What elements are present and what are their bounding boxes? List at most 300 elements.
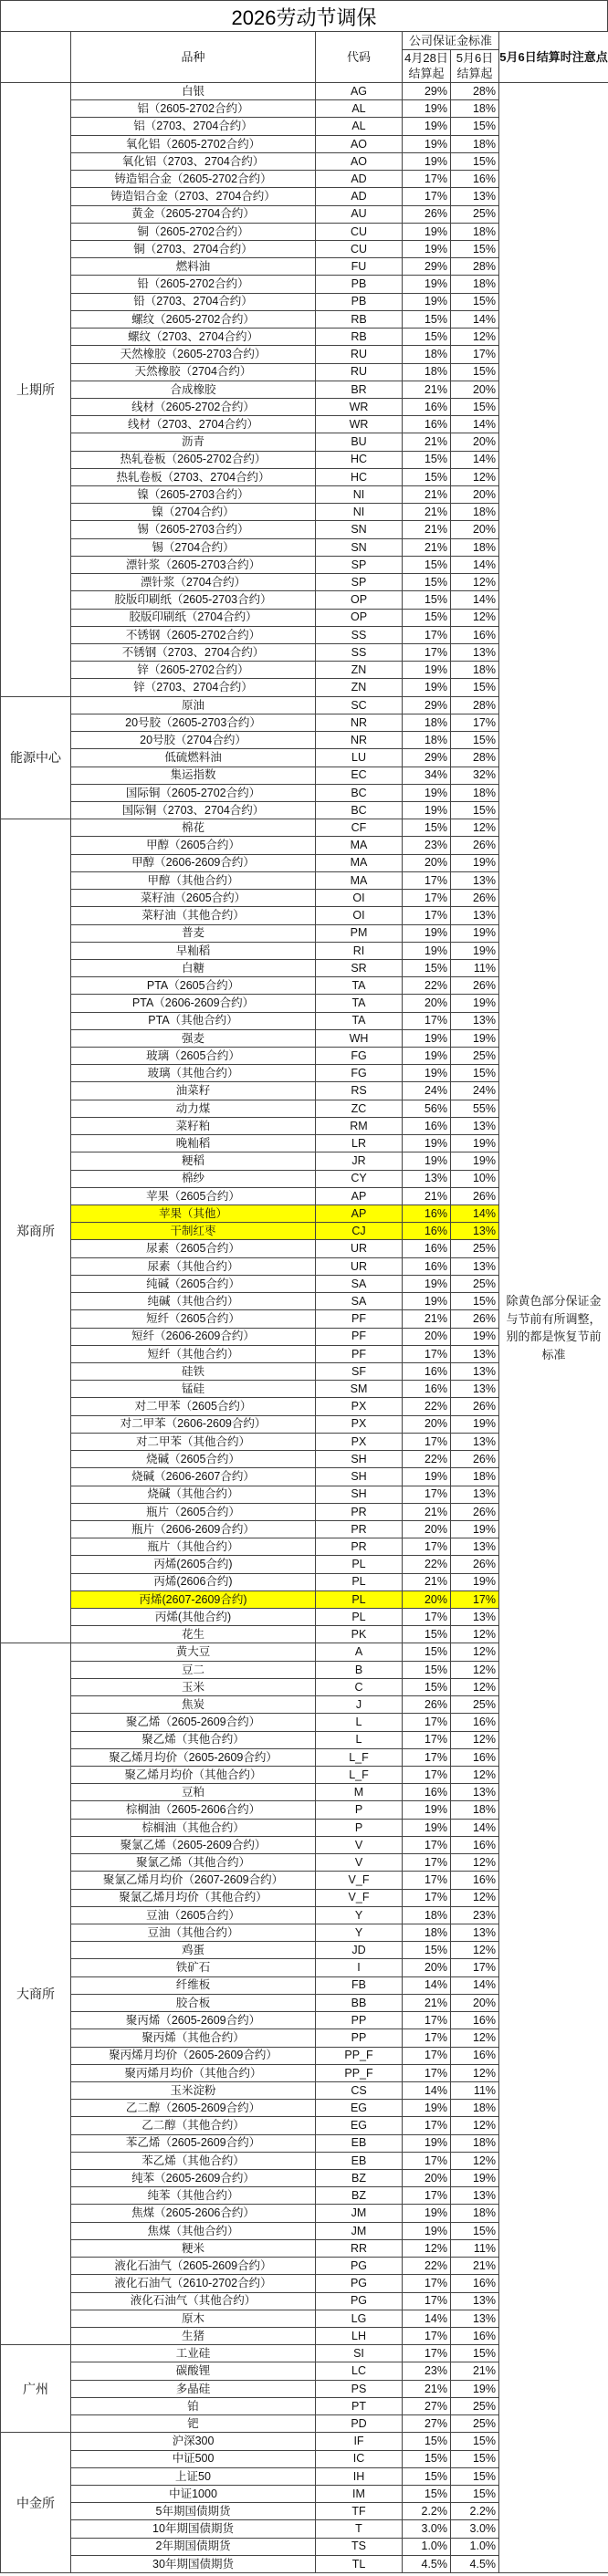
may6-margin-cell: 13% <box>451 1433 499 1450</box>
may6-margin-cell: 15% <box>451 1293 499 1310</box>
apr28-margin-cell: 15% <box>403 468 451 485</box>
code-cell: PG <box>316 2292 403 2310</box>
may6-margin-cell: 16% <box>451 2012 499 2029</box>
product-cell: 普麦 <box>71 924 316 942</box>
apr28-margin-cell: 21% <box>403 433 451 451</box>
apr28-margin-cell: 15% <box>403 959 451 976</box>
may6-margin-cell: 26% <box>451 1187 499 1205</box>
may6-margin-cell: 14% <box>451 451 499 468</box>
code-cell: SR <box>316 959 403 976</box>
code-cell: V_F <box>316 1889 403 1906</box>
may6-margin-cell: 15% <box>451 240 499 257</box>
apr28-margin-cell: 21% <box>403 1573 451 1590</box>
may6-margin-cell: 13% <box>451 2292 499 2310</box>
apr28-margin-cell: 16% <box>403 1240 451 1257</box>
may6-margin-cell: 25% <box>451 2415 499 2433</box>
apr28-margin-cell: 17% <box>403 1433 451 1450</box>
product-cell: PTA（2606-2609合约） <box>71 995 316 1012</box>
apr28-margin-cell: 21% <box>403 1310 451 1328</box>
may6-margin-cell: 20% <box>451 433 499 451</box>
apr28-margin-cell: 15% <box>403 591 451 609</box>
apr28-margin-cell: 19% <box>403 1819 451 1836</box>
may6-header: 5月6日结算起 <box>451 50 499 83</box>
code-cell: BC <box>316 801 403 819</box>
code-cell: HC <box>316 468 403 485</box>
may6-margin-cell: 13% <box>451 1345 499 1362</box>
may6-margin-cell: 14% <box>451 310 499 328</box>
apr28-margin-cell: 23% <box>403 837 451 854</box>
product-cell: 棕榈油（其他合约） <box>71 1819 316 1836</box>
may6-margin-cell: 15% <box>451 801 499 819</box>
apr28-margin-cell: 19% <box>403 1065 451 1082</box>
code-cell: V <box>316 1836 403 1853</box>
code-cell: BZ <box>316 2187 403 2205</box>
code-cell: LR <box>316 1135 403 1152</box>
may6-margin-cell: 16% <box>451 1748 499 1766</box>
apr28-margin-cell: 19% <box>403 135 451 152</box>
apr28-margin-cell: 17% <box>403 1748 451 1766</box>
product-cell: 钯 <box>71 2415 316 2433</box>
may6-margin-cell: 18% <box>451 1468 499 1486</box>
may6-margin-cell: 18% <box>451 662 499 679</box>
apr28-margin-cell: 16% <box>403 1223 451 1240</box>
may6-margin-cell: 18% <box>451 2100 499 2117</box>
product-cell: 铂 <box>71 2397 316 2414</box>
may6-margin-cell: 15% <box>451 2433 499 2450</box>
product-cell: 锌（2605-2702合约） <box>71 662 316 679</box>
apr28-margin-cell: 18% <box>403 1906 451 1924</box>
may6-margin-cell: 10% <box>451 1170 499 1187</box>
code-cell: P <box>316 1801 403 1819</box>
product-cell: 白糖 <box>71 959 316 976</box>
code-cell: RB <box>316 329 403 346</box>
may6-margin-cell: 3.0% <box>451 2520 499 2538</box>
code-cell: TL <box>316 2555 403 2572</box>
code-cell: ZC <box>316 1100 403 1117</box>
may6-margin-cell: 13% <box>451 907 499 924</box>
may6-margin-cell: 12% <box>451 1643 499 1661</box>
apr28-margin-cell: 19% <box>403 1275 451 1292</box>
may6-margin-cell: 14% <box>451 1976 499 1994</box>
product-cell: 干制红枣 <box>71 1223 316 1240</box>
product-cell: 集运指数 <box>71 767 316 784</box>
may6-margin-cell: 26% <box>451 837 499 854</box>
apr28-margin-cell: 26% <box>403 205 451 223</box>
code-cell: PB <box>316 293 403 310</box>
may6-margin-cell: 18% <box>451 2205 499 2222</box>
code-cell: SA <box>316 1275 403 1292</box>
apr28-margin-cell: 13% <box>403 1170 451 1187</box>
apr28-margin-cell: 17% <box>403 171 451 188</box>
may6-margin-cell: 13% <box>451 188 499 205</box>
code-cell: PP <box>316 2012 403 2029</box>
may6-margin-cell: 19% <box>451 1520 499 1538</box>
product-cell: 胶版印刷纸（2704合约） <box>71 609 316 626</box>
apr28-margin-cell: 14% <box>403 2081 451 2099</box>
product-cell: 2年期国债期货 <box>71 2538 316 2555</box>
may6-margin-cell: 12% <box>451 1731 499 1748</box>
may6-margin-cell: 12% <box>451 1661 499 1678</box>
may6-margin-cell: 13% <box>451 2310 499 2327</box>
product-cell: 焦煤（其他合约） <box>71 2222 316 2239</box>
apr28-margin-cell: 20% <box>403 1520 451 1538</box>
apr28-margin-cell: 15% <box>403 2433 451 2450</box>
apr28-margin-cell: 19% <box>403 152 451 170</box>
code-cell: FG <box>316 1065 403 1082</box>
product-cell: 镍（2704合约） <box>71 504 316 521</box>
product-cell: 焦炭 <box>71 1696 316 1714</box>
code-cell: NR <box>316 714 403 731</box>
product-cell: 螺纹（2703、2704合约） <box>71 329 316 346</box>
may6-margin-cell: 12% <box>451 2117 499 2134</box>
code-cell: RB <box>316 310 403 328</box>
product-cell: 早籼稻 <box>71 942 316 959</box>
code-cell: LH <box>316 2328 403 2345</box>
product-cell: 合成橡胶 <box>71 381 316 398</box>
product-cell: 热轧卷板（2703、2704合约） <box>71 468 316 485</box>
code-cell: TA <box>316 1012 403 1029</box>
may6-margin-cell: 13% <box>451 1257 499 1275</box>
may6-margin-cell: 25% <box>451 1275 499 1292</box>
apr28-margin-cell: 16% <box>403 398 451 415</box>
may6-margin-cell: 16% <box>451 2047 499 2064</box>
may6-margin-cell: 17% <box>451 714 499 731</box>
product-cell: 国际铜（2605-2702合约） <box>71 784 316 801</box>
product-header: 品种 <box>71 32 316 83</box>
apr28-margin-cell: 16% <box>403 416 451 433</box>
apr28-margin-cell: 19% <box>403 223 451 240</box>
code-cell: PX <box>316 1433 403 1450</box>
apr28-margin-cell: 15% <box>403 819 451 837</box>
apr28-margin-cell: 21% <box>403 504 451 521</box>
may6-margin-cell: 13% <box>451 1117 499 1134</box>
product-cell: 纯碱（2605合约） <box>71 1275 316 1292</box>
code-cell: EG <box>316 2117 403 2134</box>
apr28-margin-cell: 15% <box>403 1643 451 1661</box>
may6-margin-cell: 32% <box>451 767 499 784</box>
apr28-margin-cell: 19% <box>403 1135 451 1152</box>
code-cell: RU <box>316 346 403 363</box>
may6-margin-cell: 12% <box>451 819 499 837</box>
product-cell: 沥青 <box>71 433 316 451</box>
may6-margin-cell: 16% <box>451 1836 499 1853</box>
may6-margin-cell: 19% <box>451 1135 499 1152</box>
product-cell: 聚丙烯月均价（其他合约） <box>71 2064 316 2081</box>
apr28-margin-cell: 19% <box>403 924 451 942</box>
apr28-margin-cell: 18% <box>403 346 451 363</box>
apr28-margin-cell: 22% <box>403 1451 451 1468</box>
code-cell: AU <box>316 205 403 223</box>
apr28-margin-cell: 20% <box>403 2170 451 2187</box>
may6-margin-cell: 25% <box>451 205 499 223</box>
code-cell: AL <box>316 100 403 118</box>
code-cell: PR <box>316 1520 403 1538</box>
apr28-margin-cell: 15% <box>403 329 451 346</box>
may6-margin-cell: 19% <box>451 924 499 942</box>
apr28-margin-cell: 15% <box>403 609 451 626</box>
code-cell: MA <box>316 871 403 889</box>
product-cell: 螺纹（2605-2702合约） <box>71 310 316 328</box>
code-cell: AG <box>316 83 403 100</box>
product-cell: 锡（2605-2703合约） <box>71 521 316 538</box>
product-cell: 聚氯乙烯（2605-2609合约） <box>71 1836 316 1853</box>
product-cell: 20号胶（2605-2703合约） <box>71 714 316 731</box>
product-cell: 镍（2605-2703合约） <box>71 486 316 504</box>
apr28-margin-cell: 14% <box>403 2310 451 2327</box>
apr28-margin-cell: 18% <box>403 732 451 749</box>
code-cell: OI <box>316 890 403 907</box>
code-cell: MA <box>316 837 403 854</box>
apr28-margin-cell: 17% <box>403 907 451 924</box>
product-cell: 聚氯乙烯月均价（2607-2609合约） <box>71 1872 316 1889</box>
product-cell: 甲醇（2605合约） <box>71 837 316 854</box>
code-cell: P <box>316 1819 403 1836</box>
code-cell: IM <box>316 2485 403 2502</box>
may6-margin-cell: 12% <box>451 2064 499 2081</box>
product-cell: PTA（其他合约） <box>71 1012 316 1029</box>
apr28-margin-cell: 19% <box>403 1029 451 1047</box>
apr28-margin-cell: 20% <box>403 1590 451 1608</box>
code-cell: UR <box>316 1257 403 1275</box>
apr28-margin-cell: 16% <box>403 1205 451 1223</box>
code-cell: EC <box>316 767 403 784</box>
apr28-margin-cell: 15% <box>403 1942 451 1959</box>
product-cell: 尿素（2605合约） <box>71 1240 316 1257</box>
may6-margin-cell: 15% <box>451 2450 499 2467</box>
may6-margin-cell: 13% <box>451 1381 499 1398</box>
product-cell: 瓶片（2606-2609合约） <box>71 1520 316 1538</box>
may6-margin-cell: 28% <box>451 696 499 714</box>
code-cell: PG <box>316 2275 403 2292</box>
may6-margin-cell: 12% <box>451 1854 499 1872</box>
may6-margin-cell: 13% <box>451 1538 499 1556</box>
code-cell: Y <box>316 1906 403 1924</box>
may6-margin-cell: 18% <box>451 504 499 521</box>
product-cell: 丙烯(2607-2609合约) <box>71 1590 316 1608</box>
code-cell: CS <box>316 2081 403 2099</box>
apr28-margin-cell: 17% <box>403 1012 451 1029</box>
code-cell: AL <box>316 118 403 135</box>
product-cell: 铸造铝合金（2605-2702合约） <box>71 171 316 188</box>
code-cell: TS <box>316 2538 403 2555</box>
code-cell: BR <box>316 381 403 398</box>
apr28-margin-cell: 19% <box>403 1048 451 1065</box>
product-cell: 豆油（2605合约） <box>71 1906 316 1924</box>
apr28-margin-cell: 22% <box>403 2258 451 2275</box>
product-cell: 黄金（2605-2704合约） <box>71 205 316 223</box>
apr28-margin-cell: 17% <box>403 1486 451 1503</box>
code-cell: LU <box>316 749 403 767</box>
apr28-margin-cell: 21% <box>403 381 451 398</box>
product-cell: 鸡蛋 <box>71 1942 316 1959</box>
apr28-margin-cell: 21% <box>403 2380 451 2397</box>
may6-margin-cell: 15% <box>451 1065 499 1082</box>
apr28-margin-cell: 16% <box>403 1362 451 1380</box>
product-cell: 聚乙烯月均价（其他合约） <box>71 1767 316 1784</box>
code-cell: RU <box>316 363 403 381</box>
product-cell: 菜籽油（其他合约） <box>71 907 316 924</box>
product-cell: 聚丙烯（其他合约） <box>71 2029 316 2047</box>
product-cell: 玻璃（2605合约） <box>71 1048 316 1065</box>
code-cell: NI <box>316 504 403 521</box>
code-cell: WH <box>316 1029 403 1047</box>
exchange-name: 上期所 <box>1 83 71 697</box>
apr28-margin-cell: 29% <box>403 696 451 714</box>
product-cell: 烧碱（2605合约） <box>71 1451 316 1468</box>
table-row <box>1 83 608 100</box>
product-cell: 纯苯（2605-2609合约） <box>71 2170 316 2187</box>
code-cell: CU <box>316 240 403 257</box>
product-cell: 乙二醇（其他合约） <box>71 2117 316 2134</box>
apr28-margin-cell: 19% <box>403 1152 451 1170</box>
code-cell: PT <box>316 2397 403 2414</box>
may6-margin-cell: 26% <box>451 1556 499 1573</box>
apr28-margin-cell: 17% <box>403 1836 451 1853</box>
product-cell: 短纤（其他合约） <box>71 1345 316 1362</box>
product-cell: 胶合板 <box>71 1994 316 2011</box>
code-cell: BB <box>316 1994 403 2011</box>
may6-margin-cell: 18% <box>451 276 499 293</box>
product-cell: 沪深300 <box>71 2433 316 2450</box>
product-cell: 聚氯乙烯（其他合约） <box>71 1854 316 1872</box>
may6-margin-cell: 18% <box>451 100 499 118</box>
product-cell: 低硫燃料油 <box>71 749 316 767</box>
product-cell: 强麦 <box>71 1029 316 1047</box>
code-cell: JR <box>316 1152 403 1170</box>
code-cell: PL <box>316 1573 403 1590</box>
code-cell: CY <box>316 1170 403 1187</box>
apr28-margin-cell: 19% <box>403 293 451 310</box>
may6-margin-cell: 12% <box>451 1767 499 1784</box>
product-cell: 铸造铝合金（2703、2704合约） <box>71 188 316 205</box>
product-cell: 多晶硅 <box>71 2380 316 2397</box>
may6-margin-cell: 12% <box>451 574 499 591</box>
may6-margin-cell: 20% <box>451 381 499 398</box>
product-cell: 甲醇（其他合约） <box>71 871 316 889</box>
may6-margin-cell: 19% <box>451 1415 499 1433</box>
may6-margin-cell: 15% <box>451 2485 499 2502</box>
may6-margin-cell: 28% <box>451 258 499 276</box>
code-cell: JD <box>316 1942 403 1959</box>
code-cell: L <box>316 1731 403 1748</box>
code-cell: UR <box>316 1240 403 1257</box>
code-cell: AD <box>316 171 403 188</box>
exchange-name: 能源中心 <box>1 696 71 819</box>
code-cell: AD <box>316 188 403 205</box>
code-cell: J <box>316 1696 403 1714</box>
may6-margin-cell: 15% <box>451 293 499 310</box>
apr28-margin-cell: 20% <box>403 1959 451 1976</box>
code-cell: PB <box>316 276 403 293</box>
code-cell: PG <box>316 2258 403 2275</box>
apr28-margin-cell: 19% <box>403 801 451 819</box>
product-cell: 甲醇（2606-2609合约） <box>71 854 316 871</box>
code-cell: BC <box>316 784 403 801</box>
may6-margin-cell: 18% <box>451 2134 499 2152</box>
code-cell: LG <box>316 2310 403 2327</box>
may6-margin-cell: 14% <box>451 591 499 609</box>
apr28-margin-cell: 19% <box>403 1293 451 1310</box>
product-cell: 聚乙烯（其他合约） <box>71 1731 316 1748</box>
product-cell: 线材（2703、2704合约） <box>71 416 316 433</box>
may6-margin-cell: 11% <box>451 959 499 976</box>
may6-margin-cell: 26% <box>451 977 499 995</box>
may6-margin-cell: 26% <box>451 1310 499 1328</box>
apr28-margin-cell: 17% <box>403 188 451 205</box>
may6-margin-cell: 20% <box>451 521 499 538</box>
product-cell: PTA（2605合约） <box>71 977 316 995</box>
may6-margin-cell: 12% <box>451 1626 499 1643</box>
code-cell: JM <box>316 2222 403 2239</box>
code-cell: FB <box>316 1976 403 1994</box>
code-cell: TA <box>316 977 403 995</box>
apr28-margin-cell: 2.2% <box>403 2503 451 2520</box>
product-cell: 硅铁 <box>71 1362 316 1380</box>
product-cell: 铅（2605-2702合约） <box>71 276 316 293</box>
header-row-1 <box>1 32 608 50</box>
apr28-margin-cell: 17% <box>403 1767 451 1784</box>
may6-margin-cell: 19% <box>451 995 499 1012</box>
apr28-margin-cell: 18% <box>403 714 451 731</box>
may6-margin-cell: 13% <box>451 1784 499 1801</box>
product-cell: 纯碱（其他合约） <box>71 1293 316 1310</box>
product-cell: 焦煤（2605-2606合约） <box>71 2205 316 2222</box>
may6-margin-cell: 16% <box>451 2328 499 2345</box>
product-cell: 油菜籽 <box>71 1082 316 1100</box>
may6-margin-cell: 16% <box>451 626 499 643</box>
exchange-name: 中金所 <box>1 2433 71 2573</box>
code-cell: IC <box>316 2450 403 2467</box>
product-cell: 对二甲苯（其他合约） <box>71 1433 316 1450</box>
may6-margin-cell: 55% <box>451 1100 499 1117</box>
may6-margin-cell: 21% <box>451 2258 499 2275</box>
code-cell: L_F <box>316 1748 403 1766</box>
product-cell: 锰硅 <box>71 1381 316 1398</box>
code-cell: SH <box>316 1468 403 1486</box>
product-cell: 铁矿石 <box>71 1959 316 1976</box>
exchange-header <box>1 32 71 83</box>
code-cell: I <box>316 1959 403 1976</box>
product-cell: 晚籼稻 <box>71 1135 316 1152</box>
code-cell: PF <box>316 1345 403 1362</box>
may6-margin-cell: 16% <box>451 1714 499 1731</box>
apr28-margin-cell: 17% <box>403 1609 451 1626</box>
apr28-margin-cell: 17% <box>403 1889 451 1906</box>
code-cell: PP <box>316 2029 403 2047</box>
apr28-margin-cell: 19% <box>403 2134 451 2152</box>
code-cell: HC <box>316 451 403 468</box>
apr28-margin-cell: 15% <box>403 1626 451 1643</box>
exchange-name: 大商所 <box>1 1643 71 2345</box>
may6-margin-cell: 19% <box>451 1152 499 1170</box>
may6-margin-cell: 13% <box>451 1609 499 1626</box>
product-cell: 对二甲苯（2605合约） <box>71 1398 316 1415</box>
code-header: 代码 <box>316 32 403 83</box>
apr28-margin-cell: 15% <box>403 1678 451 1695</box>
code-cell: V <box>316 1854 403 1872</box>
may6-margin-cell: 2.2% <box>451 2503 499 2520</box>
product-cell: 烧碱（其他合约） <box>71 1486 316 1503</box>
apr28-margin-cell: 24% <box>403 1082 451 1100</box>
may6-margin-cell: 14% <box>451 416 499 433</box>
apr28-margin-cell: 21% <box>403 1187 451 1205</box>
code-cell: ZN <box>316 662 403 679</box>
product-cell: 生猪 <box>71 2328 316 2345</box>
product-cell: 天然橡胶（2605-2703合约） <box>71 346 316 363</box>
may6-margin-cell: 23% <box>451 1906 499 1924</box>
apr28-margin-cell: 22% <box>403 1398 451 1415</box>
may6-margin-cell: 18% <box>451 223 499 240</box>
